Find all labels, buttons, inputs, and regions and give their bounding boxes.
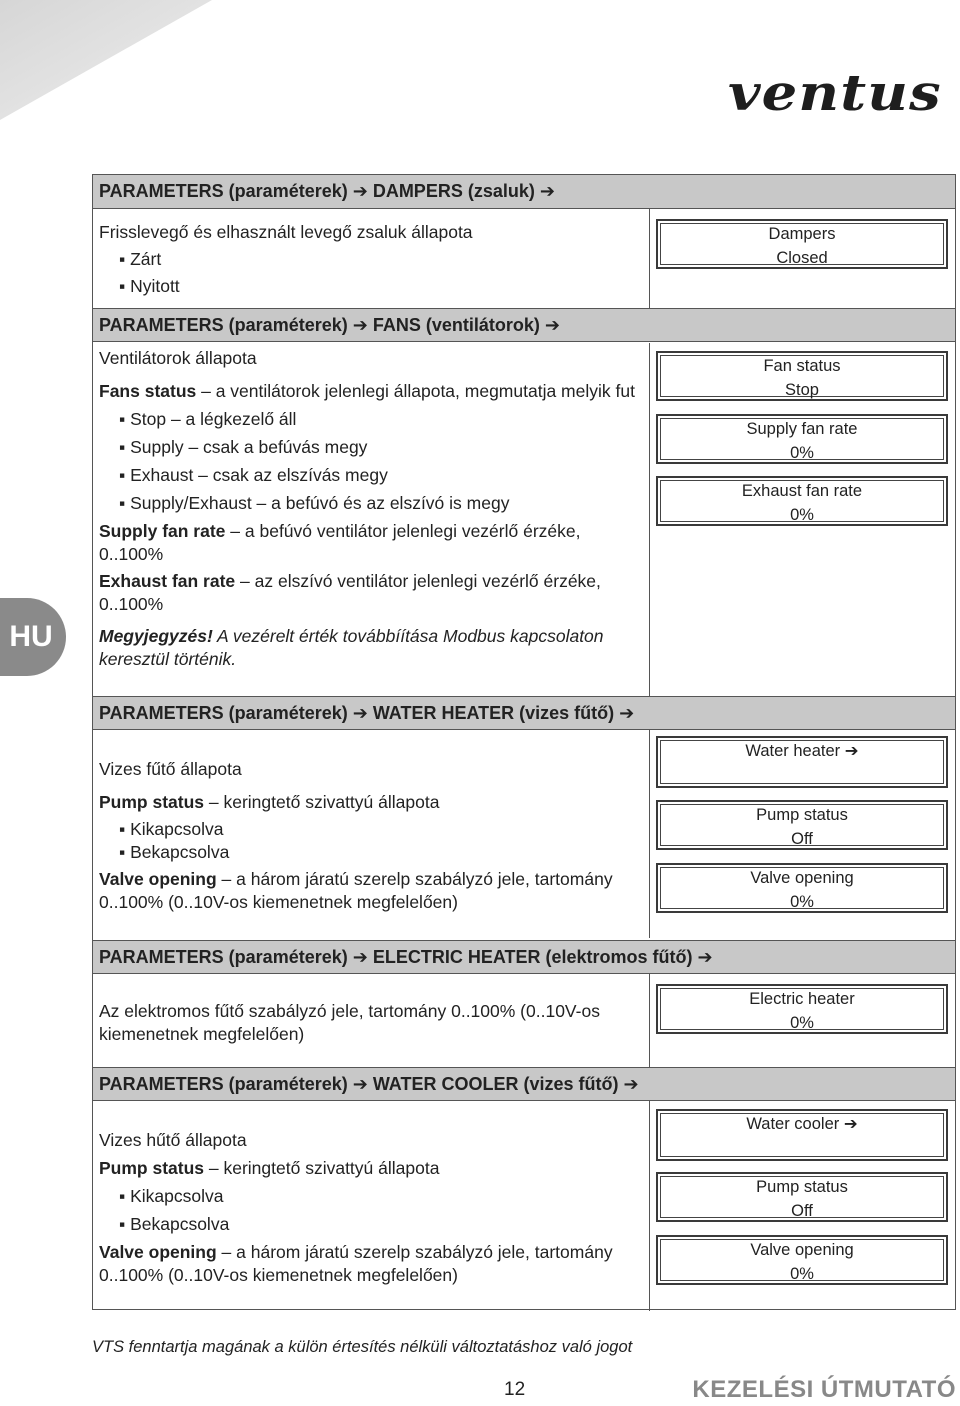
section-header-water-heater: PARAMETERS (paraméterek) ➔ WATER HEATER (vizes fűtő) ➔ — [93, 696, 955, 730]
manual-title: KEZELÉSI ÚTMUTATÓ — [692, 1376, 956, 1403]
corner-decoration — [0, 0, 220, 130]
fans-description: Ventilátorok állapota Fans status – a ventilátorok jelenlegi állapota, megmutatja melyik fut ▪ Stop – a légkezelő áll ▪ Supply – csak a befúvás megy ▪ Exhaust – csak az elszívás megy ▪ Supply/Exhaust – a befúvó és az elszívó is megy Supply fan rate – a befúvó ventilátor jelenlegi vezérlő érzéke, 0..100% Exhaust fan rate – az elszívó ventilátor jelenlegi vezérlő érzéke, 0..100% Megyjegyzés! A vezérelt érték továbbíítása Modbus kapcsolaton keresztül történik. — [99, 348, 635, 669]
water-heater-valve-opening-screen: Valve opening 0% — [656, 863, 948, 913]
water-cooler-description: Vizes hűtő állapota Pump status – keringtető szivattyú állapota ▪ Kikapcsolva ▪ Bekapcsolva Valve opening – a három járatú szerelp szabályzó jele, tartomány 0..100% (0..10V-os kiemenetnek megfelelően) — [99, 1130, 613, 1285]
dampers-description: Frisslevegő és elhasznált levegő zsaluk állapota ▪ Zárt ▪ Nyitott — [99, 222, 473, 296]
water-heater-screen: Water heater ➔ — [656, 736, 948, 788]
column-divider — [649, 974, 650, 1067]
electric-heater-description: Az elektromos fűtő szabályzó jele, tartomány 0..100% (0..10V-os kiemenetnek megfelelően) — [99, 1001, 600, 1044]
electric-heater-screen: Electric heater 0% — [656, 984, 948, 1034]
section-header-water-cooler: PARAMETERS (paraméterek) ➔ WATER COOLER (vizes fűtő) ➔ — [93, 1067, 955, 1101]
language-tab — [0, 598, 66, 676]
section-header-electric-heater: PARAMETERS (paraméterek) ➔ ELECTRIC HEATER (elektromos fűtő) ➔ — [93, 940, 955, 974]
fan-status-screen: Fan status Stop — [656, 351, 948, 401]
water-cooler-valve-opening-screen: Valve opening 0% — [656, 1235, 948, 1285]
column-divider — [649, 209, 650, 308]
water-heater-description: Vizes fűtő állapota Pump status – keringtető szivattyú állapota ▪ Kikapcsolva ▪ Bekapcsolva Valve opening – a három járatú szerelp szabályzó jele, tartomány 0..100% (0..10V-os kiemenetnek megfelelően) — [99, 759, 613, 912]
water-heater-pump-status-screen: Pump status Off — [656, 800, 948, 850]
column-divider — [649, 343, 650, 696]
water-cooler-screen: Water cooler ➔ — [656, 1109, 948, 1161]
section-header-dampers: PARAMETERS (paraméterek) ➔ DAMPERS (zsaluk) ➔ — [93, 175, 955, 209]
disclaimer-note: VTS fenntartja magának a külön értesítés nélküli változtatáshoz való jogot — [92, 1338, 633, 1356]
section-header-fans: PARAMETERS (paraméterek) ➔ FANS (ventilátorok) ➔ — [93, 308, 955, 342]
page-number: 12 — [504, 1379, 526, 1400]
brand-logo: ventus — [728, 63, 942, 122]
language-label: HU — [9, 620, 53, 653]
dampers-screen: Dampers Closed — [656, 219, 948, 269]
parameters-table — [92, 174, 956, 1310]
column-divider — [649, 730, 650, 938]
water-cooler-pump-status-screen: Pump status Off — [656, 1172, 948, 1222]
column-divider — [649, 1101, 650, 1311]
exhaust-fan-rate-screen: Exhaust fan rate 0% — [656, 476, 948, 526]
supply-fan-rate-screen: Supply fan rate 0% — [656, 414, 948, 464]
